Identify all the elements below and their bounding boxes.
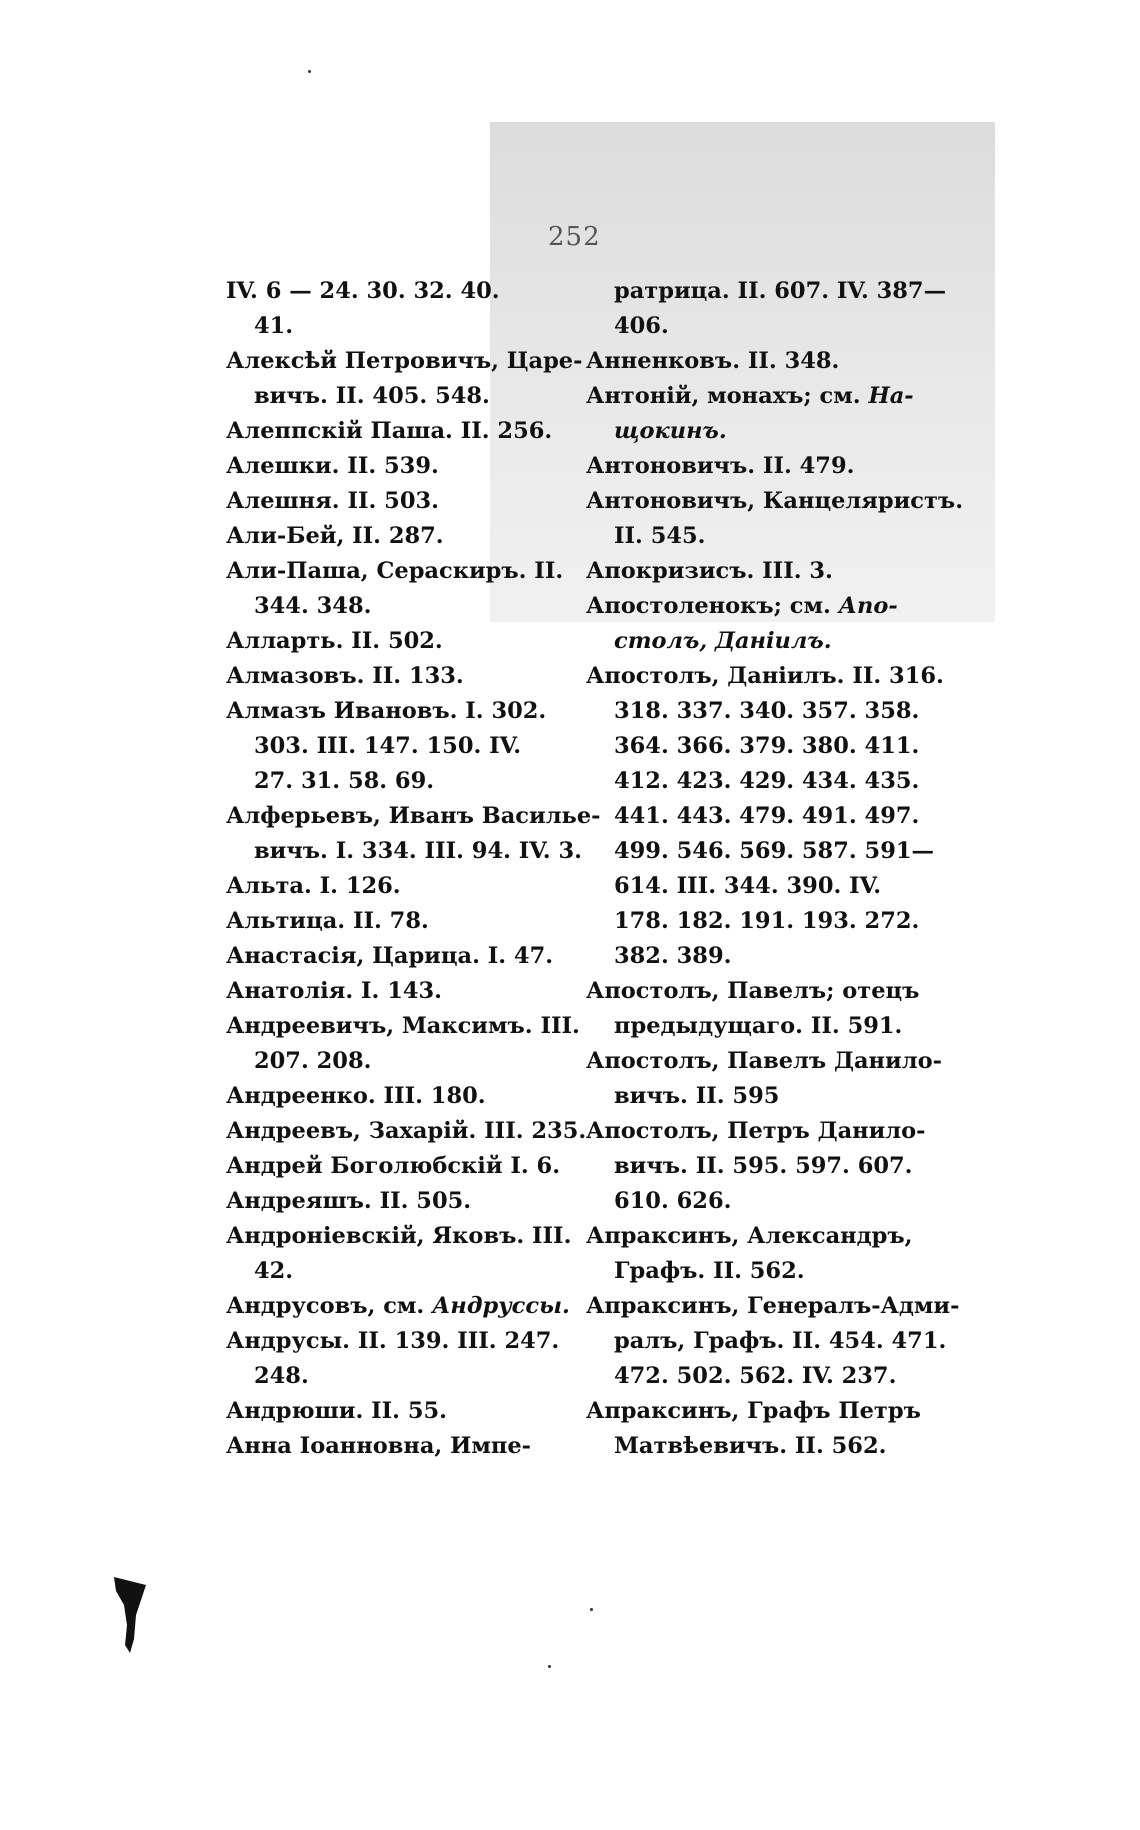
index-line-text: 441. 443. 479. 491. 497. [614, 803, 920, 829]
index-line [586, 694, 946, 729]
index-line [586, 799, 946, 834]
index-line-text: Апостолъ, Павелъ Данило- [586, 1048, 942, 1074]
index-line [226, 1359, 586, 1394]
index-line-text: вичъ. I. 334. III. 94. IV. 3. [254, 838, 582, 864]
index-line [586, 1149, 946, 1184]
index-column-right [586, 274, 964, 1464]
index-line-text: IV. 6 — 24. 30. 32. 40. [226, 278, 500, 304]
index-line-text: 318. 337. 340. 357. 358. [614, 698, 920, 724]
index-line-text: Апокризисъ. III. 3. [586, 558, 833, 584]
index-line [586, 309, 946, 344]
index-line-italic: На- [868, 383, 914, 409]
index-line [226, 1219, 586, 1254]
index-line [226, 624, 586, 659]
index-line-text: ралъ, Графъ. II. 454. 471. [614, 1328, 947, 1354]
index-line-text: Андрей Боголюбскій I. 6. [226, 1153, 561, 1179]
index-line-text: вичъ. II. 595. 597. 607. [614, 1153, 913, 1179]
index-line-text: Апостолъ, Петръ Данило- [586, 1118, 926, 1144]
index-line [226, 484, 586, 519]
index-line-text: Андроніевскій, Яковъ. III. [226, 1223, 572, 1249]
index-line-text: 364. 366. 379. 380. 411. [614, 733, 920, 759]
index-line [226, 449, 586, 484]
index-line [586, 1184, 946, 1219]
index-line-text: Апостоленокъ; см. [586, 593, 839, 619]
index-line-text: Апраксинъ, Александръ, [586, 1223, 913, 1249]
index-line-text: 178. 182. 191. 193. 272. [614, 908, 920, 934]
scan-speck [548, 1665, 551, 1668]
index-line-text: Алешки. II. 539. [226, 453, 439, 479]
index-line [586, 1289, 960, 1324]
index-line [586, 1114, 946, 1149]
index-line-text: Апостолъ, Даніилъ. II. 316. [586, 663, 944, 689]
index-line-text: вичъ. II. 405. 548. [254, 383, 490, 409]
index-line-italic: Андруссы. [432, 1293, 570, 1319]
index-line-text: Анастасія, Царица. I. 47. [226, 943, 554, 969]
index-line [586, 379, 946, 414]
scan-speck [308, 70, 311, 73]
index-line [226, 939, 586, 974]
index-line-italic: щокинъ. [614, 418, 727, 444]
index-line-text: Альтица. II. 78. [226, 908, 429, 934]
index-line-text: Андреенко. III. 180. [226, 1083, 486, 1109]
index-line [226, 379, 586, 414]
index-line-text: Али-Паша, Сераскиръ. II. [226, 558, 564, 584]
index-line [586, 624, 946, 659]
index-line-text: ратрица. II. 607. IV. 387— [614, 278, 947, 304]
scan-speck [590, 1608, 593, 1611]
index-line [586, 1009, 946, 1044]
index-line-text: Апраксинъ, Графъ Петръ [586, 1398, 921, 1424]
index-line-text: Графъ. II. 562. [614, 1258, 805, 1284]
index-line-text: Анненковъ. II. 348. [586, 348, 840, 374]
index-line-text: 472. 502. 562. IV. 237. [614, 1363, 897, 1389]
index-line-text: Андрусовъ, см. [226, 1293, 433, 1319]
index-line [586, 449, 946, 484]
index-line [226, 729, 586, 764]
index-line [226, 1324, 586, 1359]
index-line-text: Антоновичъ. II. 479. [586, 453, 855, 479]
index-line [586, 1219, 946, 1254]
index-line [226, 1114, 586, 1149]
index-line [586, 519, 946, 554]
index-line [226, 344, 586, 379]
index-line [586, 939, 946, 974]
index-line [226, 799, 601, 834]
index-line [586, 904, 946, 939]
index-line [586, 554, 946, 589]
index-line-text: Алферьевъ, Иванъ Василье- [226, 803, 601, 829]
index-line [586, 1359, 946, 1394]
index-line [586, 1044, 946, 1079]
index-line [226, 309, 586, 344]
index-line [586, 1324, 946, 1359]
index-line [226, 1394, 586, 1429]
index-line-text: Апостолъ, Павелъ; отецъ [586, 978, 920, 1004]
index-line-text: 344. 348. [254, 593, 372, 619]
index-line-text: Алексѣй Петровичъ, Царе- [226, 348, 583, 374]
index-line [226, 659, 586, 694]
index-line-text: Алларть. II. 502. [226, 628, 443, 654]
index-line [226, 1254, 586, 1289]
index-line-text: Апраксинъ, Генералъ-Адми- [586, 1293, 960, 1319]
index-line [586, 484, 964, 519]
index-line-text: Андреяшъ. II. 505. [226, 1188, 472, 1214]
index-line-text: Алмазъ Ивановъ. I. 302. [226, 698, 547, 724]
index-line [226, 589, 586, 624]
index-line-text: Андрюши. II. 55. [226, 1398, 447, 1424]
index-line-text: 27. 31. 58. 69. [254, 768, 435, 794]
index-line-text: 41. [254, 313, 294, 339]
index-line [226, 694, 586, 729]
index-line [586, 344, 946, 379]
index-line [226, 1429, 586, 1464]
index-line-text: Алешня. II. 503. [226, 488, 439, 514]
index-line [226, 519, 586, 554]
index-line-text: 499. 546. 569. 587. 591— [614, 838, 934, 864]
index-line [586, 589, 946, 624]
index-column-left [226, 274, 601, 1464]
index-line [586, 1254, 946, 1289]
index-line [586, 834, 946, 869]
index-line [586, 1079, 946, 1114]
index-line [226, 414, 586, 449]
index-line-text: Андреевъ, Захарій. III. 235. [226, 1118, 587, 1144]
index-line-text: Анатолія. I. 143. [226, 978, 443, 1004]
index-line [586, 869, 946, 904]
index-line [586, 1394, 946, 1429]
index-line-text: 412. 423. 429. 434. 435. [614, 768, 920, 794]
index-line-text: Алмазовъ. II. 133. [226, 663, 464, 689]
index-line [586, 764, 946, 799]
index-line [226, 869, 586, 904]
index-line [586, 974, 946, 1009]
index-line [226, 904, 586, 939]
index-line [586, 274, 946, 309]
index-line-text: предыдущаго. II. 591. [614, 1013, 903, 1039]
index-line [586, 729, 946, 764]
index-line-text: 42. [254, 1258, 294, 1284]
index-line [226, 1009, 586, 1044]
index-line [586, 659, 946, 694]
index-line [226, 1149, 586, 1184]
index-line [586, 414, 946, 449]
index-line-italic: Апо- [838, 593, 898, 619]
index-line-text: 303. III. 147. 150. IV. [254, 733, 522, 759]
index-line-text: Антоній, монахъ; см. [586, 383, 869, 409]
page-number: 252 [548, 222, 601, 252]
index-line [226, 554, 586, 589]
index-line-text: Али-Бей, II. 287. [226, 523, 444, 549]
index-line-text: 248. [254, 1363, 309, 1389]
index-line [226, 974, 586, 1009]
index-line-text: Матвѣевичъ. II. 562. [614, 1433, 887, 1459]
index-line-italic: столъ, Даніилъ. [614, 628, 832, 654]
index-line-text: Альта. I. 126. [226, 873, 401, 899]
index-line [226, 1044, 586, 1079]
index-line-text: Андреевичъ, Максимъ. III. [226, 1013, 580, 1039]
index-line-text: 207. 208. [254, 1048, 372, 1074]
index-line-text: Антоновичъ, Канцеляристъ. [586, 488, 964, 514]
index-line-text: II. 545. [614, 523, 706, 549]
index-line [586, 1429, 946, 1464]
index-line [226, 1079, 586, 1114]
index-line-text: 382. 389. [614, 943, 732, 969]
index-line-text: 614. III. 344. 390. IV. [614, 873, 882, 899]
index-line-text: Анна Іоанновна, Импе- [226, 1433, 532, 1459]
index-line [226, 764, 586, 799]
index-line-text: Алеппскій Паша. II. 256. [226, 418, 553, 444]
index-line [226, 834, 586, 869]
index-line-text: 610. 626. [614, 1188, 732, 1214]
index-line [226, 1184, 586, 1219]
index-line-text: Андрусы. II. 139. III. 247. [226, 1328, 560, 1354]
index-line [226, 274, 586, 309]
index-line-text: вичъ. II. 595 [614, 1083, 780, 1109]
index-line-text: 406. [614, 313, 669, 339]
index-line [226, 1289, 586, 1324]
